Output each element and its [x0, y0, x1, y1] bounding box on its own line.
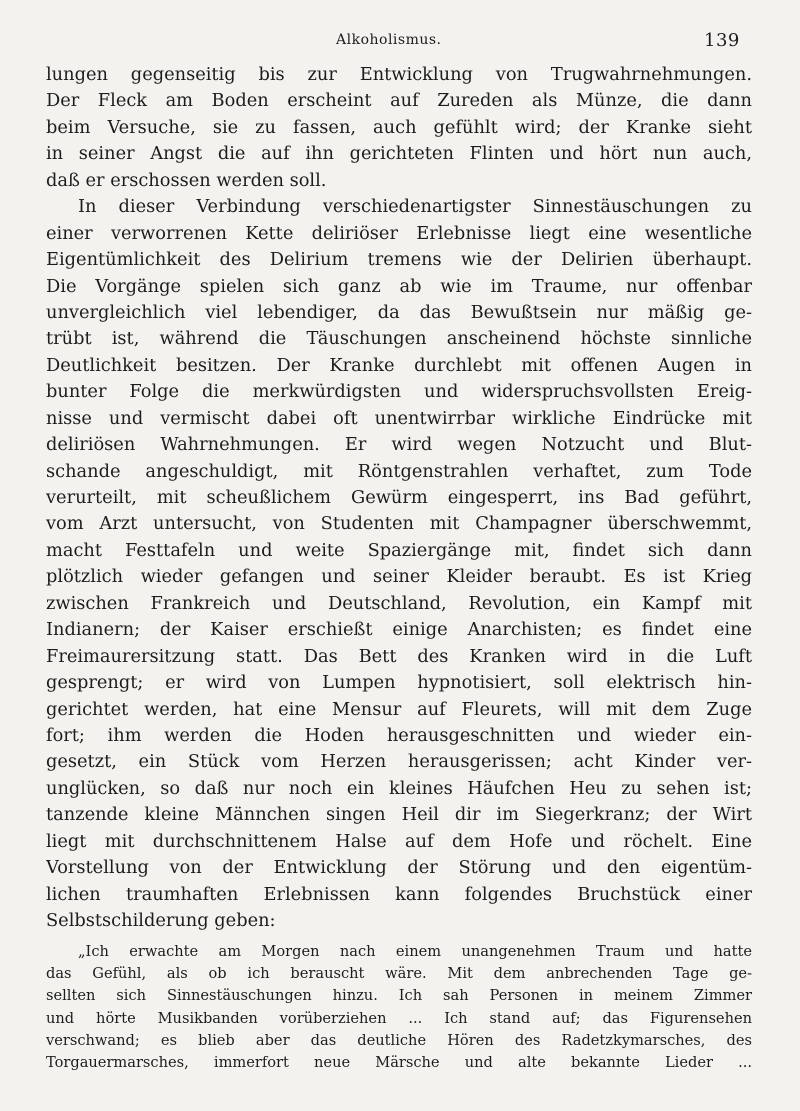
text-line: deliriösen Wahrnehmungen. Er wird wegen Notzucht und Blut- — [46, 434, 752, 456]
text-line: unvergleichlich viel lebendiger, da das Bewußtsein nur mäßig ge- — [46, 301, 752, 323]
text-line: gesprengt; er wird von Lumpen hypnotisiert, soll elektrisch hin- — [46, 672, 752, 694]
quote-line: „Ich erwachte am Morgen nach einem unangenehmen Traum und hatte — [78, 943, 752, 960]
quote-line: und hörte Musikbanden vorüberziehen ... Ich stand auf; das Figurensehen — [46, 1009, 752, 1027]
text-line: daß er erschossen werden soll. — [46, 169, 327, 191]
text-line: Indianern; der Kaiser erschießt einige Anarchisten; es findet eine — [46, 619, 752, 641]
quote-line: sellten sich Sinnestäuschungen hinzu. Ich sah Personen in meinem Zimmer — [46, 987, 752, 1005]
text-line: Deutlichkeit besitzen. Der Kranke durchlebt mit offenen Augen in — [46, 354, 752, 376]
text-line: tanzende kleine Männchen singen Heil dir im Siegerkranz; der Wirt — [46, 804, 752, 826]
text-line: In dieser Verbindung verschiedenartigster Sinnestäuschungen zu — [78, 196, 752, 218]
text-line: Die Vorgänge spielen sich ganz ab wie im Traume, nur offenbar — [46, 275, 752, 297]
text-line: Der Fleck am Boden erscheint auf Zureden als Münze, die dann — [46, 90, 752, 112]
text-line: bunter Folge die merkwürdigsten und widerspruchsvollsten Ereig- — [46, 381, 752, 403]
text-line: unglücken, so daß nur noch ein kleines Häufchen Heu zu sehen ist; — [46, 777, 752, 799]
text-line: fort; ihm werden die Hoden herausgeschnitten und wieder ein- — [46, 724, 752, 746]
text-line: Freimaurersitzung statt. Das Bett des Kranken wird in die Luft — [46, 645, 752, 667]
text-line: beim Versuche, sie zu fassen, auch gefühlt wird; der Kranke sieht — [46, 116, 752, 138]
text-line: Vorstellung von der Entwicklung der Störung und den eigentüm- — [46, 857, 752, 879]
chapter-title: Alkoholismus. — [336, 32, 442, 48]
text-line: trübt ist, während die Täuschungen anscheinend höchste sinnliche — [46, 328, 752, 350]
text-line: einer verworrenen Kette deliriöser Erlebnisse liegt eine wesentliche — [46, 222, 752, 244]
running-header — [0, 30, 800, 56]
main-text — [46, 62, 752, 934]
text-line: plötzlich wieder gefangen und seiner Kleider beraubt. Es ist Krieg — [46, 566, 752, 588]
text-line: liegt mit durchschnittenem Halse auf dem Hofe und röchelt. Eine — [46, 830, 752, 852]
quote-line: Torgauermarsches, immerfort neue Märsche und alte bekannte Lieder ... — [46, 1053, 752, 1071]
text-line: macht Festtafeln und weite Spaziergänge mit, findet sich dann — [46, 539, 752, 561]
text-line: gerichtet werden, hat eine Mensur auf Fleurets, will mit dem Zuge — [46, 698, 752, 720]
page-number: 139 — [704, 30, 740, 51]
text-line: nisse und vermischt dabei oft unentwirrbar wirkliche Eindrücke mit — [46, 407, 752, 429]
text-line: schande angeschuldigt, mit Röntgenstrahlen verhaftet, zum Tode — [46, 460, 752, 482]
text-line: zwischen Frankreich und Deutschland, Revolution, ein Kampf mit — [46, 592, 752, 614]
text-line: gesetzt, ein Stück vom Herzen herausgerissen; acht Kinder ver- — [46, 751, 752, 773]
quote-line: das Gefühl, als ob ich berauscht wäre. Mit dem anbrechenden Tage ge- — [46, 965, 752, 983]
text-line: Eigentümlichkeit des Delirium tremens wie der Delirien überhaupt. — [46, 249, 752, 271]
text-line: in seiner Angst die auf ihn gerichteten Flinten und hört nun auch, — [46, 143, 752, 165]
text-line: lungen gegenseitig bis zur Entwicklung von Trugwahrnehmungen. — [46, 64, 752, 85]
block-quote — [46, 941, 752, 1074]
text-line: verurteilt, mit scheußlichem Gewürm eingesperrt, ins Bad geführt, — [46, 487, 752, 508]
quote-line: verschwand; es blieb aber das deutliche Hören des Radetzkymarsches, des — [46, 1031, 752, 1049]
text-line: lichen traumhaften Erlebnissen kann folgendes Bruchstück einer — [46, 883, 752, 905]
text-line: vom Arzt untersucht, von Studenten mit Champagner überschwemmt, — [46, 513, 752, 535]
text-line: Selbstschilderung geben: — [46, 910, 276, 931]
